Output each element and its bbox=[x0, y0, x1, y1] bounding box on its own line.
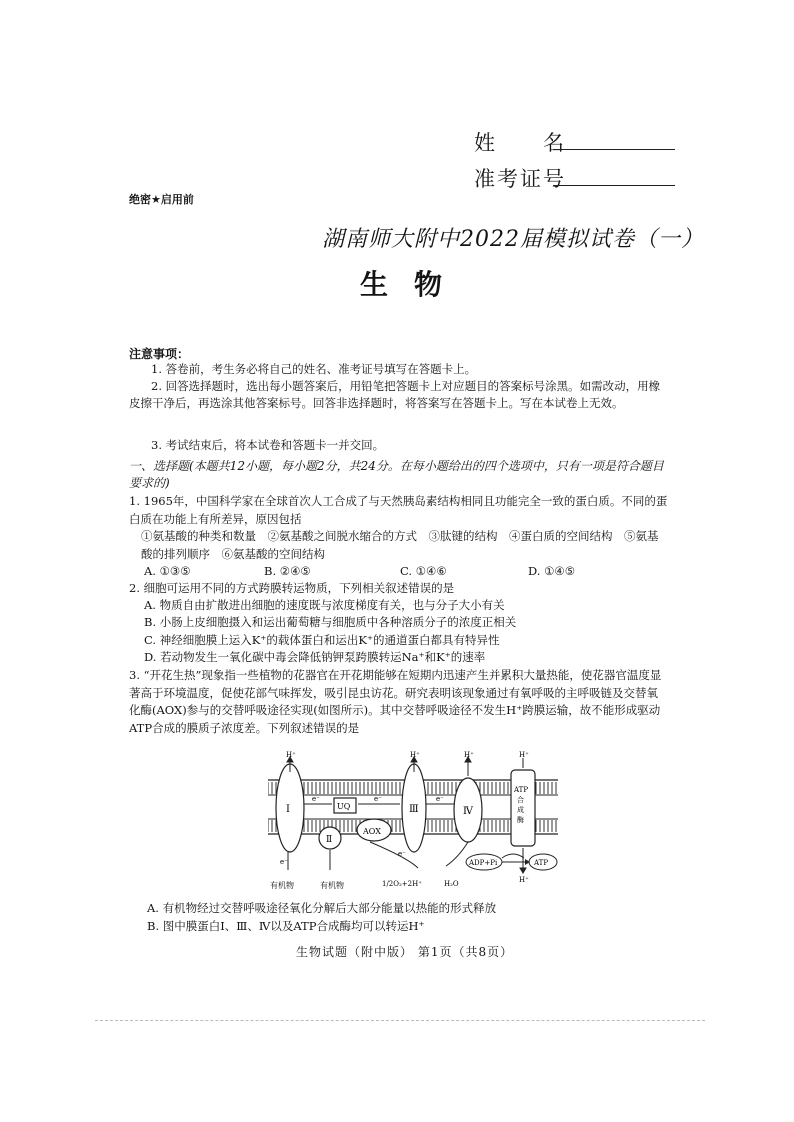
notice-item-3: 3. 考试结束后，将本试卷和答题卡一并交回。 bbox=[151, 438, 385, 452]
q1-option-d: D. ①④⑤ bbox=[528, 564, 576, 578]
name-label: 姓 名 bbox=[474, 131, 566, 155]
q2-stem: 2. 细胞可运用不同的方式跨膜转运物质，下列相关叙述错误的是 bbox=[129, 581, 455, 595]
h-plus-4: H⁺ bbox=[464, 751, 474, 759]
exam-title: 湖南师大附中2022届模拟试卷（一） bbox=[322, 227, 704, 252]
water-label: H₂O bbox=[444, 880, 459, 888]
aox-label: AOX bbox=[363, 827, 381, 836]
aox-enzyme bbox=[357, 819, 391, 841]
atp-label: ATP bbox=[534, 859, 549, 867]
atp-synthesis bbox=[466, 854, 557, 870]
atp-synthase bbox=[511, 770, 535, 846]
scan-edge-line bbox=[95, 1020, 705, 1021]
h-plus-3: H⁺ bbox=[410, 751, 420, 759]
confidential-mark: 绝密★启用前 bbox=[129, 193, 194, 206]
q2-option-b: B. 小肠上皮细胞摄入和运出葡萄糖与细胞质中各种溶质分子的浓度正相关 bbox=[144, 615, 517, 629]
e-label-4: e⁻ bbox=[280, 858, 288, 866]
notice-heading: 注意事项： bbox=[129, 347, 190, 361]
name-line bbox=[553, 149, 675, 150]
q2-option-a: A. 物质自由扩散进出细胞的速度既与浓度梯度有关，也与分子大小有关 bbox=[144, 598, 505, 612]
adp-pi-label: ADP+Pi bbox=[469, 859, 498, 867]
e-label-2: e⁻ bbox=[374, 795, 382, 803]
organic-matter-1: 有机物 bbox=[270, 881, 294, 890]
section-heading: 一、选择题(本题共12小题，每小题2分，共24分。在每小题给出的四个选项中，只有一项是符合题目要求的) bbox=[129, 459, 664, 490]
q1-option-a: A. ①③⑤ bbox=[144, 564, 191, 578]
subject-title: 生物 bbox=[360, 268, 469, 301]
e-label-5: e⁻ bbox=[398, 850, 406, 858]
complex-ii bbox=[319, 827, 341, 849]
e-label-1: e⁻ bbox=[312, 795, 320, 803]
uq-label: UQ bbox=[337, 802, 351, 811]
complex-i-label: Ⅰ bbox=[286, 804, 290, 815]
q2-option-d: D. 若动物发生一氧化碳中毒会降低钠钾泵跨膜转运Na⁺和K⁺的速率 bbox=[144, 650, 486, 664]
h-plus-atp: H⁺ bbox=[519, 751, 529, 759]
atp-synthase-label: ATP 合 成 酶 bbox=[514, 786, 529, 824]
complex-iv-label: Ⅳ bbox=[463, 806, 473, 817]
oxygen-reaction-label: 1/2O₂+2H⁺ bbox=[382, 880, 422, 888]
q1-statements: ①氨基酸的种类和数量 ②氨基酸之间脱水缩合的方式 ③肽键的结构 ④蛋白质的空间结构 ⑤氨基酸的排列顺序 ⑥氨基酸的空间结构 bbox=[141, 529, 659, 561]
q1-stem: 1. 1965年，中国科学家在全球首次人工合成了与天然胰岛素结构相同且功能完全一致的蛋白质。不同的蛋白质在功能上有所差异，原因包括 bbox=[129, 494, 668, 526]
q3-stem: 3. “开花生热”现象指一些植物的花器官在开花期能够在短期内迅速产生并累积大量热能，使花器官温度显著高于环境温度，促使花部气味挥发，吸引昆虫访花。研究表明该现象通过有氧呼吸的主呼吸链及交替氧化酶(AOX)参与的交替呼吸途径实现(如图所示)。其中交替呼吸途径不发生H⁺跨膜运输，故不能形成驱动ATP合成的膜质子浓度差。下列叙述错误的是 bbox=[129, 668, 662, 735]
q3-option-b: B. 图中膜蛋白Ⅰ、Ⅲ、Ⅳ以及ATP合成酶均可以转运H⁺ bbox=[147, 919, 425, 933]
notice-item-2: 2. 回答选择题时，选出每小题答案后，用铅笔把答题卡上对应题目的答案标号涂黑。如需改动，用橡皮擦干净后，再选涂其他答案标号。回答非选择题时，将答案写在答题卡上。写在本试卷上无效。 bbox=[129, 379, 661, 410]
respiration-chain-diagram bbox=[258, 751, 578, 898]
complex-iv bbox=[454, 778, 482, 842]
q1-option-b: B. ②④⑤ bbox=[264, 564, 311, 578]
h-plus-matrix: H⁺ bbox=[519, 876, 529, 884]
complex-iii-label: Ⅲ bbox=[409, 804, 419, 815]
q3-option-a: A. 有机物经过交替呼吸途径氧化分解后大部分能量以热能的形式释放 bbox=[147, 901, 497, 915]
exam-id-line bbox=[553, 185, 675, 186]
complex-i bbox=[276, 764, 304, 852]
e-label-3: e⁻ bbox=[436, 795, 444, 803]
q2-option-c: C. 神经细胞膜上运入K⁺的载体蛋白和运出K⁺的通道蛋白都具有特异性 bbox=[144, 633, 500, 647]
complex-iii bbox=[402, 764, 426, 852]
q1-option-c: C. ①④⑥ bbox=[400, 564, 447, 578]
organic-matter-2: 有机物 bbox=[320, 881, 344, 890]
complex-ii-label: Ⅱ bbox=[326, 835, 333, 845]
page-footer: 生物试题（附中版） 第1页（共8页） bbox=[296, 945, 514, 959]
h-plus-1: H⁺ bbox=[286, 751, 296, 759]
notice-item-1: 1. 答卷前，考生务必将自己的姓名、准考证号填写在答题卡上。 bbox=[151, 362, 477, 376]
exam-id-label: 准考证号 bbox=[474, 167, 566, 191]
uq-carrier bbox=[334, 798, 356, 813]
